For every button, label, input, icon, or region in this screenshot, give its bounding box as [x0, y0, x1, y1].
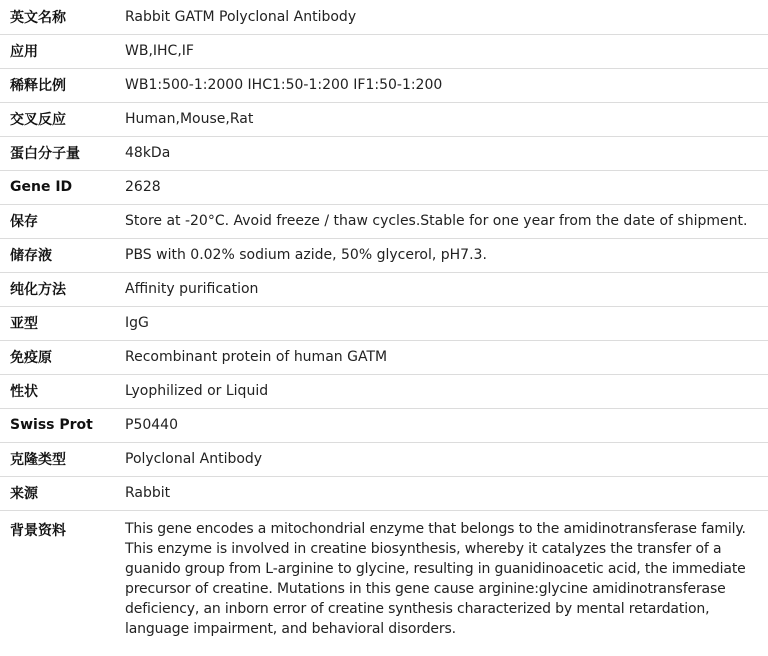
spec-key: 保存 [0, 204, 124, 238]
spec-row-storage [0, 204, 768, 238]
spec-key: 纯化方法 [0, 272, 124, 306]
spec-key: 稀释比例 [0, 68, 124, 102]
spec-row-buffer [0, 238, 768, 272]
spec-key: 来源 [0, 476, 124, 510]
spec-key: 蛋白分子量 [0, 136, 124, 170]
spec-key: 英文名称 [0, 0, 124, 34]
spec-value: Store at -20°C. Avoid freeze / thaw cycles.Stable for one year from the date of shipment. [124, 204, 768, 238]
spec-value: PBS with 0.02% sodium azide, 50% glycerol, pH7.3. [124, 238, 768, 272]
spec-row-swiss-prot [0, 408, 768, 442]
spec-key: 亚型 [0, 306, 124, 340]
spec-row-isotype [0, 306, 768, 340]
spec-value: WB1:500-1:2000 IHC1:50-1:200 IF1:50-1:200 [124, 68, 768, 102]
spec-row-background [0, 510, 768, 639]
spec-value: Lyophilized or Liquid [124, 374, 768, 408]
spec-value: Rabbit GATM Polyclonal Antibody [124, 0, 768, 34]
spec-key: Gene ID [0, 170, 124, 204]
spec-row-application [0, 34, 768, 68]
spec-key: 储存液 [0, 238, 124, 272]
spec-row-form [0, 374, 768, 408]
spec-value: 48kDa [124, 136, 768, 170]
spec-value: P50440 [124, 408, 768, 442]
spec-key: 应用 [0, 34, 124, 68]
spec-value: Polyclonal Antibody [124, 442, 768, 476]
spec-row-reactivity [0, 102, 768, 136]
spec-value: Human,Mouse,Rat [124, 102, 768, 136]
spec-row-english-name [0, 0, 768, 34]
spec-key: 免疫原 [0, 340, 124, 374]
spec-key: Swiss Prot [0, 408, 124, 442]
spec-value: Affinity purification [124, 272, 768, 306]
spec-value: This gene encodes a mitochondrial enzyme that belongs to the amidinotransferase family. This enzyme is involved in creatine biosynthesis, whereby it catalyzes the transfer of a guanido group from L-arginine to glycine, resulting in guanidinoacetic acid, the immediate precursor of creatine. Mutations in this gene cause arginine:glycine amidinotransferase deficiency, an inborn error of creatine synthesis characterized by mental retardation, language impairment, and behavioral disorders. [125, 520, 746, 637]
spec-row-gene-id [0, 170, 768, 204]
spec-value: WB,IHC,IF [124, 34, 768, 68]
spec-key: 背景资料 [10, 522, 66, 539]
spec-key: 交叉反应 [0, 102, 124, 136]
spec-value: 2628 [124, 170, 768, 204]
spec-row-dilution [0, 68, 768, 102]
spec-value: Recombinant protein of human GATM [124, 340, 768, 374]
spec-row-host [0, 476, 768, 510]
spec-row-purification [0, 272, 768, 306]
spec-key: 性状 [0, 374, 124, 408]
spec-key: 克隆类型 [0, 442, 124, 476]
spec-row-clonality [0, 442, 768, 476]
spec-value: Rabbit [124, 476, 768, 510]
spec-row-immunogen [0, 340, 768, 374]
spec-value: IgG [124, 306, 768, 340]
spec-row-molecular-weight [0, 136, 768, 170]
